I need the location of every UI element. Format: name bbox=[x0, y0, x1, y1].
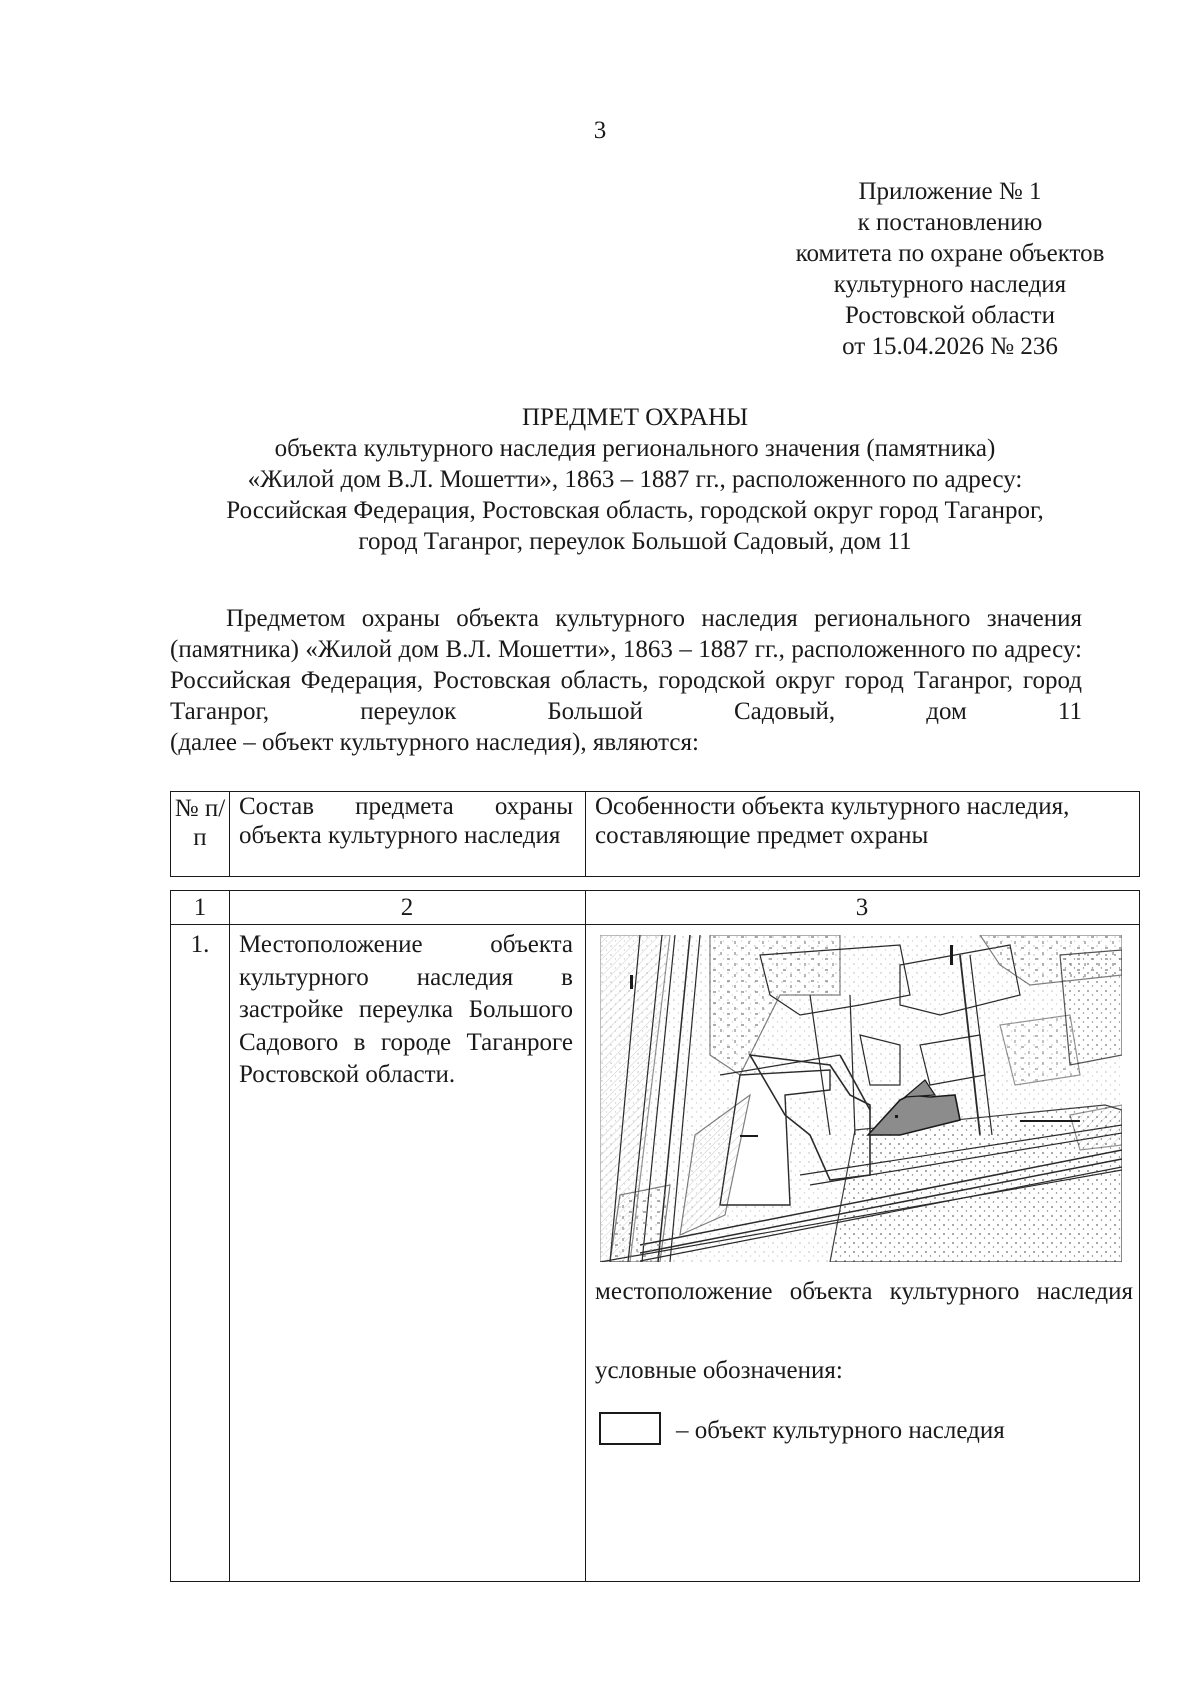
appendix-line: комитета по охране объектов bbox=[795, 240, 1105, 267]
row-number: 1. bbox=[190, 931, 210, 958]
map-caption-text: местоположение объекта культурного наследия bbox=[595, 1278, 1133, 1305]
intro-paragraph bbox=[170, 603, 1082, 758]
protection-subject-table bbox=[170, 890, 1140, 1582]
title-line: Российская Федерация, Ростовская область, городской округ город Таганрог, bbox=[226, 497, 1044, 524]
title-line: город Таганрог, переулок Большой Садовый, дом 11 bbox=[358, 528, 912, 555]
title-heading: ПРЕДМЕТ ОХРАНЫ bbox=[521, 404, 749, 431]
appendix-line: культурного наследия bbox=[833, 271, 1067, 298]
column-divider bbox=[229, 891, 230, 1581]
header-composition: Состав предмета охраны объекта культурного наследия bbox=[239, 793, 573, 849]
appendix-line: Приложение № 1 bbox=[858, 178, 1042, 205]
intro-text-tail: (далее – объект культурного наследия), являются: bbox=[170, 729, 699, 756]
legend-title: условные обозначения: bbox=[595, 1357, 843, 1384]
appendix-line: к постановлению bbox=[857, 209, 1043, 236]
legend-object-swatch bbox=[599, 1412, 661, 1445]
appendix-line: от 15.04.2026 № 236 bbox=[842, 333, 1058, 360]
table-header bbox=[170, 791, 1140, 877]
appendix-line: Ростовской области bbox=[845, 302, 1055, 329]
column-divider bbox=[585, 792, 586, 876]
column-number-3: 3 bbox=[855, 894, 869, 921]
row-divider bbox=[171, 924, 1139, 925]
map-caption bbox=[595, 1277, 1133, 1307]
header-number: № п/п bbox=[174, 795, 226, 851]
legend-object-label: – объект культурного наследия bbox=[676, 1417, 1005, 1444]
column-divider bbox=[229, 792, 230, 876]
column-number-2: 2 bbox=[400, 894, 414, 921]
appendix-block bbox=[730, 176, 1170, 362]
title-line: объекта культурного наследия регионального значения (памятника) bbox=[274, 435, 996, 462]
column-number-1: 1 bbox=[193, 894, 207, 921]
cadastral-map-drawing bbox=[600, 935, 1122, 1262]
title-line: «Жилой дом В.Л. Мошетти», 1863 – 1887 гг., расположенного по адресу: bbox=[247, 466, 1023, 493]
column-divider bbox=[585, 891, 586, 1581]
header-features: Особенности объекта культурного наследия, составляющие предмет охраны bbox=[595, 793, 1070, 849]
location-map bbox=[600, 935, 1122, 1262]
intro-text: Предметом охраны объекта культурного наследия регионального значения (памятника) «Жилой дом В.Л. Мошетти», 1863 – 1887 гг., расположенного по адресу: Российская Федерация, Ростовская область, городской округ город Таганрог, город Таганрог, переулок Большой Садовый, дом 11 bbox=[170, 605, 1082, 725]
page-number: 3 bbox=[593, 117, 607, 144]
document-title bbox=[150, 402, 1120, 557]
row-composition: Местоположение объекта культурного наследия в застройке переулка Большого Садового в городе Таганроге Ростовской области. bbox=[239, 931, 573, 1088]
